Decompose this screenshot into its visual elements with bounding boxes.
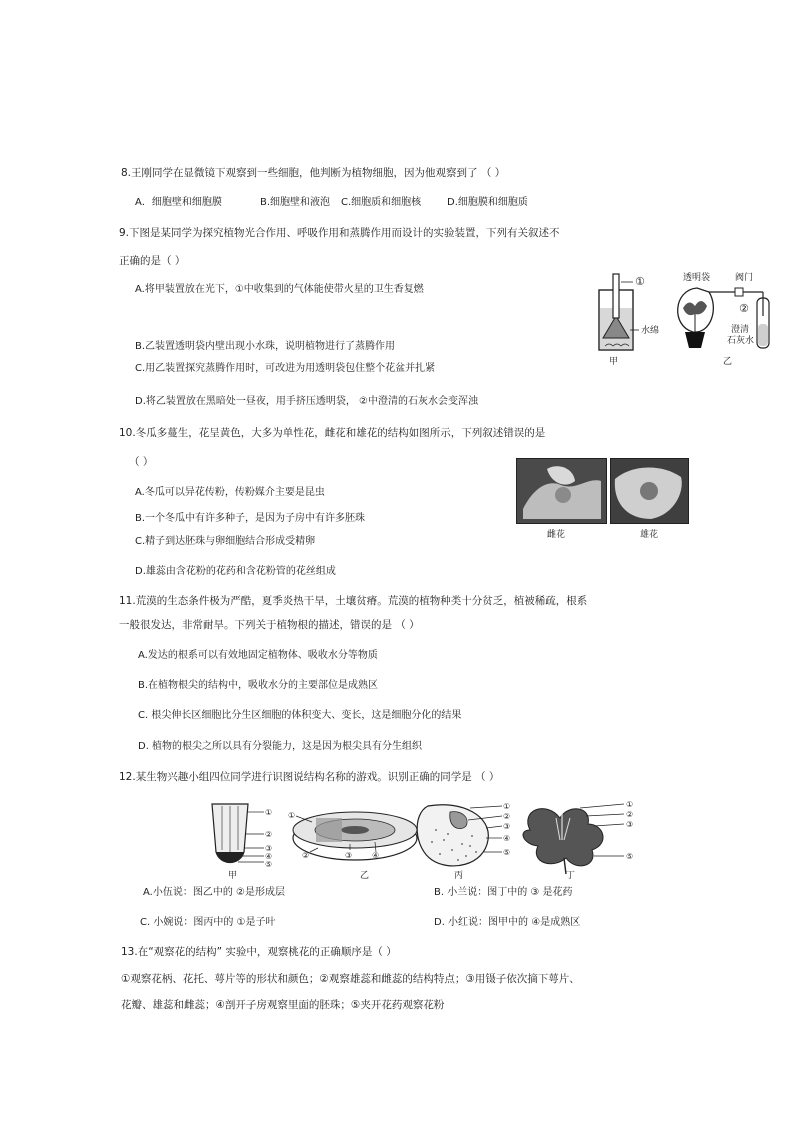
q12-stem: 12.某生物兴趣小组四位同学进行识图说结构名称的游戏。识别正确的同学是 （ ） — [119, 771, 500, 783]
q11-option-c: C. 根尖伸长区细胞比分生区细胞的体积变大、变长，这是细胞分化的结果 — [138, 710, 462, 721]
q8-answer-paren: （ ） — [480, 167, 506, 179]
q12-jia-n5: ⑤ — [265, 860, 273, 869]
male-flower-caption: 雄花 — [640, 530, 659, 540]
q8-stem-text: 8.王刚同学在显微镜下观察到一些细胞，他判断为植物细胞，因为他观察到了 — [121, 167, 478, 179]
q11-option-b: B.在植物根尖的结构中，吸收水分的主要部位是成熟区 — [138, 680, 379, 691]
q10-answer-paren: （ ） — [129, 456, 154, 468]
q12-yi-n1: ① — [288, 811, 296, 820]
q12-ding-n1: ① — [626, 800, 634, 809]
figure-ding-flower — [523, 804, 624, 874]
q12-ding-n2: ② — [626, 810, 634, 819]
female-flower-caption: 雌花 — [547, 530, 566, 540]
q12-bing-n2: ② — [503, 812, 511, 821]
q12-bing-n5: ⑤ — [503, 848, 511, 857]
q9-label-bag: 透明袋 — [683, 273, 711, 283]
q10-stem: 10.冬瓜多蔓生，花呈黄色，大多为单性花，雌花和雄花的结构如图所示，下列叙述错误的是 — [119, 427, 546, 439]
q12-jia-n2: ② — [265, 830, 273, 839]
q12-caption-bing: 丙 — [454, 871, 464, 880]
q8-option-c: C.细胞质和细胞核 — [341, 197, 422, 208]
male-flower-photo — [610, 458, 689, 524]
q8-option-a: A．细胞壁和细胞膜 — [135, 197, 222, 208]
q10-option-b: B.一个冬瓜中有许多种子，是因为子房中有许多胚珠 — [135, 513, 366, 524]
female-flower-photo — [516, 458, 607, 524]
q9-option-b: B.乙装置透明袋内壁出现小水珠，说明植物进行了蒸腾作用 — [135, 341, 396, 352]
q12-yi-n3: ③ — [345, 851, 353, 860]
figure-jia-root-tip — [212, 804, 264, 863]
q12-yi-n2: ② — [302, 851, 310, 860]
q12-ding-n5: ⑤ — [626, 852, 634, 861]
q9-label-jia: 甲 — [609, 357, 619, 367]
q9-label-limewater-2: 石灰水 — [727, 336, 755, 346]
q12-yi-n4: ④ — [372, 851, 380, 860]
q9-label-circle2: ② — [739, 302, 749, 315]
q10-option-d: D.雄蕊由含花粉的花药和含花粉管的花丝组成 — [135, 566, 336, 577]
q12-jia-n1: ① — [265, 808, 273, 817]
q9-stem-line2: 正确的是（ ） — [119, 255, 186, 267]
q12-bing-n3: ③ — [503, 822, 511, 831]
q9-stem-line1: 9.下图是某同学为探究植物光合作用、呼吸作用和蒸腾作用而设计的实验装置，下列有关叙述不 — [119, 227, 560, 239]
q9-label-sponge: 水绵 — [641, 326, 660, 336]
q12-option-c: C. 小婉说：图丙中的 ①是子叶 — [140, 917, 276, 928]
q12-structure-figure — [200, 800, 660, 880]
q9-label-valve: 阀门 — [735, 273, 754, 283]
q12-bing-n1: ① — [503, 802, 511, 811]
q12-bing-n4: ④ — [503, 834, 511, 843]
q9-option-a: A.将甲装置放在光下，①中收集到的气体能使带火星的卫生香复燃 — [135, 284, 424, 295]
q10-option-c: C.精子到达胚珠与卵细胞结合形成受精卵 — [135, 536, 316, 547]
q12-caption-jia: 甲 — [228, 871, 238, 880]
q13-stem: 13.在“观察花的结构” 实验中，观察桃花的正确顺序是（ ） — [121, 946, 397, 958]
q12-ding-n3: ③ — [626, 820, 634, 829]
figure-yi-stem-section — [293, 812, 417, 860]
q12-caption-yi: 乙 — [360, 871, 370, 880]
q11-option-d: D. 植物的根尖之所以具有分裂能力，这是因为根尖具有分生组织 — [138, 741, 423, 752]
q8-option-b: B.细胞壁和液泡 — [260, 197, 331, 208]
apparatus-yi — [678, 288, 769, 348]
q8-stem — [121, 166, 505, 180]
q12-jia-n3: ③ — [265, 844, 273, 853]
q12-option-a: A.小伍说：图乙中的 ②是形成层 — [143, 887, 285, 898]
q11-stem-line1: 11.荒漠的生态条件极为严酷，夏季炎热干旱，土壤贫瘠。荒漠的植物种类十分贫乏，植被稀疏，根系 — [119, 595, 588, 607]
q9-apparatus-figure — [585, 268, 785, 368]
q9-option-c: C.用乙装置探究蒸腾作用时，可改进为用透明袋包住整个花盆并扎紧 — [135, 363, 436, 374]
q12-option-b: B. 小兰说：图丁中的 ③ 是花药 — [434, 887, 573, 898]
q9-label-limewater-1: 澄清 — [731, 325, 750, 335]
q13-line2: 花瓣、雄蕊和雌蕊；④剖开子房观察里面的胚珠；⑤夹开花药观察花粉 — [121, 999, 445, 1011]
q9-label-yi: 乙 — [723, 357, 733, 367]
figure-bing-seed — [417, 805, 502, 866]
q9-option-d: D.将乙装置放在黑暗处一昼夜，用手挤压透明袋， ②中澄清的石灰水会变浑浊 — [135, 396, 479, 407]
q9-label-circle1: ① — [635, 275, 645, 288]
q11-option-a: A.发达的根系可以有效地固定植物体、吸收水分等物质 — [138, 650, 378, 661]
q12-option-d: D. 小红说：图甲中的 ④是成熟区 — [434, 917, 581, 928]
q11-stem-line2: 一般很发达，非常耐旱。下列关于植物根的描述，错误的是 （ ） — [119, 619, 420, 631]
q13-line1: ①观察花柄、花托、萼片等的形状和颜色；②观察雄蕊和雌蕊的结构特点；③用镊子依次摘下萼片、 — [121, 973, 580, 985]
q12-caption-ding: 丁 — [566, 871, 576, 880]
apparatus-jia — [599, 274, 639, 350]
q8-option-d: D.细胞膜和细胞质 — [447, 197, 528, 208]
q10-option-a: A.冬瓜可以异花传粉，传粉媒介主要是昆虫 — [135, 487, 325, 498]
q12-jia-n4: ④ — [265, 852, 273, 861]
